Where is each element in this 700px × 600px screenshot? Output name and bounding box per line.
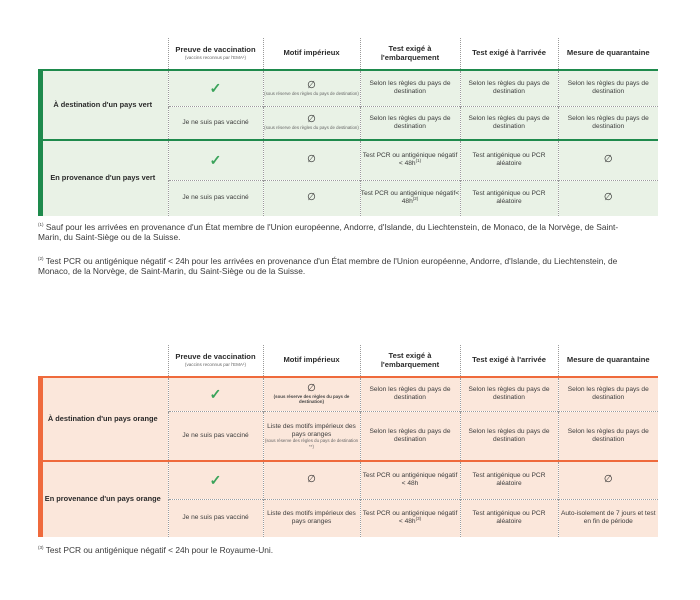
footnote-text: Sauf pour les arrivées en provenance d'un État membre de l'Union européenne, Andorre, d'Islande, du Liechtenstein, de Monaco, de la Norvège, de Saint-Marin, du Saint-Siège ou de la Suisse.: [38, 222, 619, 243]
green-country-table: [38, 38, 658, 216]
proof-cell: [168, 461, 263, 499]
quarantine-cell: Selon les règles du pays de destination: [558, 106, 658, 140]
proof-cell: Je ne suis pas vacciné: [168, 499, 263, 537]
motif-cell: [263, 377, 360, 411]
row-label-destination: [38, 70, 168, 140]
motif-cell: [263, 461, 360, 499]
quarantine-cell: Auto-isolement de 7 jours et test en fin de période: [558, 499, 658, 537]
boarding-cell: Selon les règles du pays de destination: [360, 377, 460, 411]
header-blank: [38, 345, 168, 377]
row-label-text: En provenance d'un pays vert: [50, 173, 156, 183]
empty-set-icon: ∅: [603, 192, 613, 204]
header-quarantine: Mesure de quarantaine: [558, 345, 658, 377]
table-row: [38, 140, 658, 180]
motif-text: Liste des motifs impérieux des pays oranges: [267, 422, 356, 438]
proof-cell: [168, 377, 263, 411]
boarding-cell: Selon les règles du pays de destination: [360, 411, 460, 461]
footnote-3: [38, 545, 638, 555]
table-row: [38, 377, 658, 411]
proof-cell: [168, 140, 263, 180]
row-label-text: En provenance d'un pays orange: [44, 494, 161, 504]
footnote-ref: (1): [415, 158, 422, 164]
row-label-text: À destination d'un pays orange: [47, 413, 158, 423]
check-icon: ✓: [209, 151, 222, 168]
motif-note: (sous réserve des règles du pays de destination): [264, 125, 359, 131]
header-quarantine: Mesure de quarantaine: [558, 38, 658, 70]
arrival-cell: Selon les règles du pays de destination: [460, 377, 558, 411]
orange-bar: [38, 462, 43, 537]
footnote-1: [38, 222, 638, 243]
arrival-cell: Test antigénique ou PCR aléatoire: [460, 461, 558, 499]
boarding-text: Test PCR ou antigénique négatif < 48h: [362, 152, 458, 168]
motif-cell: [263, 411, 360, 461]
motif-cell: [263, 180, 360, 216]
arrival-cell: Selon les règles du pays de destination: [460, 106, 558, 140]
empty-set-icon: ∅: [307, 114, 316, 126]
header-test-boarding: Test exigé à l'embarquement: [360, 345, 460, 377]
quarantine-cell: Selon les règles du pays de destination: [558, 411, 658, 461]
empty-set-icon: ∅: [603, 474, 613, 486]
quarantine-cell: [558, 461, 658, 499]
green-bar: [38, 71, 43, 139]
quarantine-cell: Selon les règles du pays de destination: [558, 377, 658, 411]
header-test-boarding: Test exigé à l'embarquement: [360, 38, 460, 70]
empty-set-icon: ∅: [307, 79, 316, 91]
arrival-cell: Test antigénique ou PCR aléatoire: [460, 499, 558, 537]
motif-cell: Liste des motifs impérieux des pays oranges: [263, 499, 360, 537]
green-bar: [38, 141, 43, 216]
check-icon: ✓: [209, 385, 222, 402]
footnote-text: Test PCR ou antigénique négatif < 24h pour le Royaume-Uni.: [45, 545, 274, 555]
boarding-text: Test PCR ou antigénique négatif < 48h: [362, 510, 458, 526]
motif-note: (sous réserve des règles du pays de destination): [264, 90, 359, 96]
orange-country-table: [38, 345, 658, 537]
boarding-cell: Test PCR ou antigénique négatif < 48h: [360, 461, 460, 499]
motif-cell: [263, 140, 360, 180]
row-label-origin: [38, 140, 168, 216]
boarding-cell: Selon les règles du pays de destination: [360, 106, 460, 140]
footnote-ref: (3): [415, 516, 422, 522]
quarantine-cell: [558, 180, 658, 216]
row-label-destination: [38, 377, 168, 461]
empty-set-icon: ∅: [307, 474, 316, 486]
boarding-cell: Selon les règles du pays de destination: [360, 70, 460, 106]
header-test-arrival: Test exigé à l'arrivée: [460, 38, 558, 70]
quarantine-cell: Selon les règles du pays de destination: [558, 70, 658, 106]
footnote-2: [38, 256, 638, 277]
orange-bar: [38, 378, 43, 460]
empty-set-icon: ∅: [603, 154, 613, 166]
header-proof: [168, 345, 263, 377]
header-motif: Motif impérieux: [263, 345, 360, 377]
header-blank: [38, 38, 168, 70]
table-row: [38, 461, 658, 499]
table-header-row: [38, 345, 658, 377]
arrival-cell: Selon les règles du pays de destination: [460, 70, 558, 106]
boarding-text: Test PCR ou antigénique négatif< 48h: [360, 190, 460, 206]
header-proof-title: Preuve de vaccination: [175, 45, 256, 55]
arrival-cell: Test antigénique ou PCR aléatoire: [460, 140, 558, 180]
header-motif: Motif impérieux: [263, 38, 360, 70]
boarding-cell: [360, 140, 460, 180]
footnote-ref: (2): [412, 196, 419, 202]
boarding-cell: [360, 180, 460, 216]
header-proof-sub: (vaccins reconnus par l'EMA¹): [184, 362, 247, 367]
boarding-cell: [360, 499, 460, 537]
footnote-text: Test PCR ou antigénique négatif < 24h pour les arrivées en provenance d'un État membre de l'Union européenne, Andorre, d'Islande, du Liechtenstein, de Monaco, de la Norvège, de Saint-Marin, du Saint-Siège ou de la Suisse.: [38, 256, 618, 277]
header-test-arrival: Test exigé à l'arrivée: [460, 345, 558, 377]
check-icon: ✓: [209, 79, 222, 96]
proof-cell: Je ne suis pas vacciné: [168, 411, 263, 461]
header-proof-title: Preuve de vaccination: [175, 352, 256, 362]
header-proof: [168, 38, 263, 70]
motif-note: (sous réserve des règles du pays de destination **): [264, 438, 359, 449]
footnote-marker: (2): [38, 256, 44, 262]
proof-cell: Je ne suis pas vacciné: [168, 106, 263, 140]
check-icon: ✓: [209, 471, 222, 488]
footnote-marker: (3): [38, 545, 44, 551]
quarantine-cell: [558, 140, 658, 180]
proof-cell: [168, 70, 263, 106]
proof-cell: Je ne suis pas vacciné: [168, 180, 263, 216]
footnote-marker: (1): [38, 222, 44, 228]
empty-set-icon: ∅: [307, 192, 316, 204]
empty-set-icon: ∅: [307, 154, 316, 166]
motif-note: (sous réserve des règles du pays de destination): [273, 394, 350, 405]
motif-cell: [263, 70, 360, 106]
table-header-row: [38, 38, 658, 70]
empty-set-icon: ∅: [307, 383, 316, 395]
row-label-text: À destination d'un pays vert: [53, 99, 153, 109]
arrival-cell: Test antigénique ou PCR aléatoire: [460, 180, 558, 216]
row-label-origin: [38, 461, 168, 537]
arrival-cell: Selon les règles du pays de destination: [460, 411, 558, 461]
header-proof-sub: (vaccins reconnus par l'EMA¹): [184, 55, 247, 60]
motif-cell: [263, 106, 360, 140]
table-row: [38, 70, 658, 106]
